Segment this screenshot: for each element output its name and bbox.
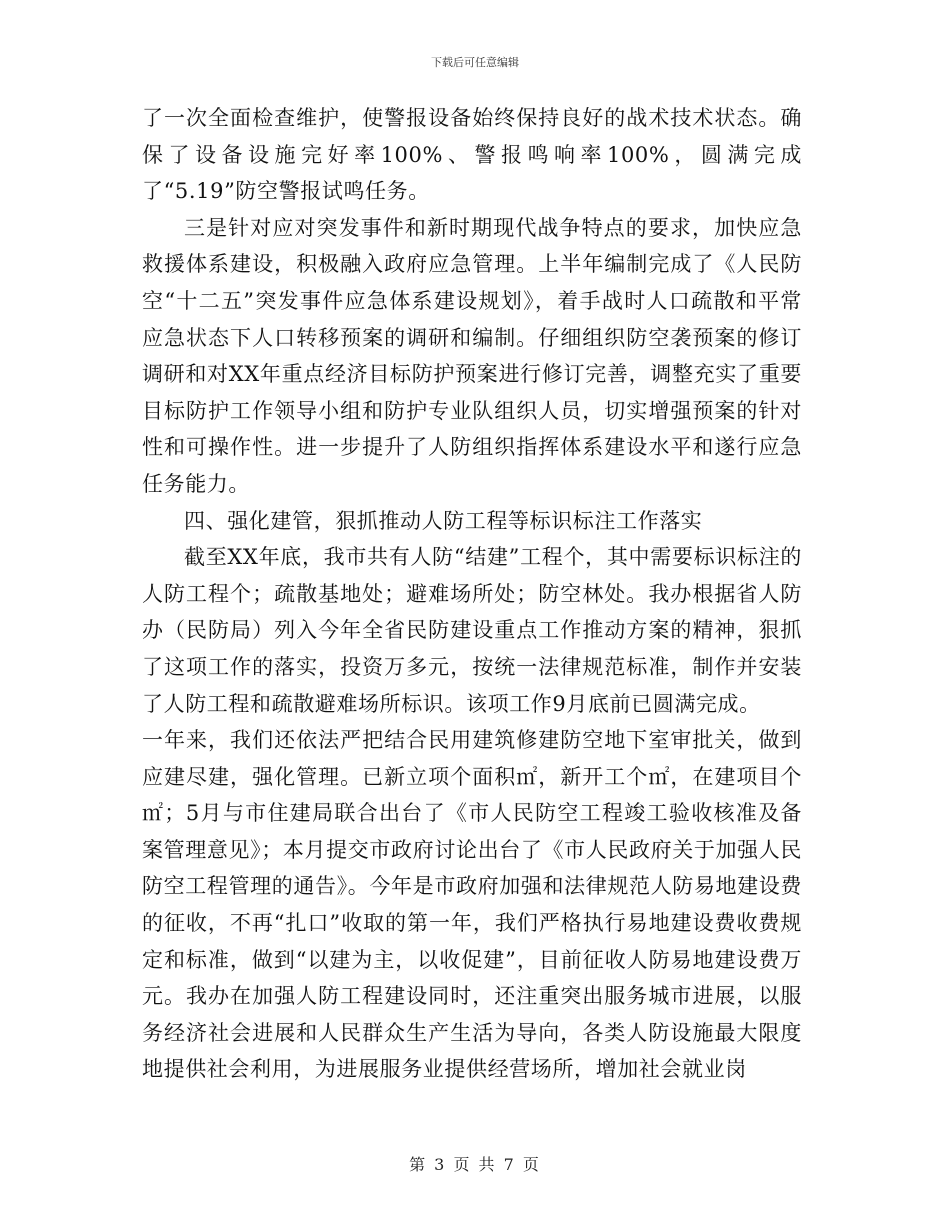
paragraph-1: 了一次全面检查维护，使警报设备始终保持良好的战术技术状态。确保了设备设施完好率100%、警报鸣响率100%，圆满完成了“5.19”防空警报试鸣任务。 [142, 106, 802, 204]
section-heading: 四、强化建管，狠抓推动人防工程等标识标注工作落实 [184, 508, 703, 533]
page-number: 第 3 页 共 7 页 [409, 1155, 541, 1174]
paragraph-2: 三是针对应对突发事件和新时期现代战争特点的要求，加快应急救援体系建设，积极融入政府应急管理。上半年编制完成了《人民防空“十二五”突发事件应急体系建设规划》，着手战时人口疏散和平常应急状态下人口转移预案的调研和编制。仔细组织防空袭预案的修订调研和对XX年重点经济目标防护预案进行修订完善，调整充实了重要目标防护工作领导小组和防护专业队组织人员，切实增强预案的针对性和可操作性。进一步提升了人防组织指挥体系建设水平和遂行应急任务能力。 [142, 215, 802, 496]
paragraph-4: 一年来，我们还依法严把结合民用建筑修建防空地下室审批关，做到应建尽建，强化管理。已新立项个面积㎡，新开工个㎡，在建项目个㎡；5月与市住建局联合出台了《市人民防空工程竣工验收核准及备案管理意见》；本月提交市政府讨论出台了《市人民政府关于加强人民防空工程管理的通告》。今年是市政府加强和法律规范人防易地建设费的征收，不再“扎口”收取的第一年，我们严格执行易地建设费收费规定和标准，做到“以建为主，以收促建”，目前征收人防易地建设费万元。我办在加强人防工程建设同时，还注重突出服务城市进展，以服务经济社会进展和人民群众生产生活为导向，各类人防设施最大限度地提供社会利用，为进展服务业提供经营场所，增加社会就业岗 [142, 728, 802, 1082]
paragraph-3: 截至XX年底，我市共有人防“结建”工程个，其中需要标识标注的人防工程个；疏散基地处；避难场所处；防空林处。我办根据省人防办（民防局）列入今年全省民防建设重点工作推动方案的精神，狠抓了这项工作的落实，投资万多元，按统一法律规范标准，制作并安装了人防工程和疏散避难场所标识。该项工作9月底前已圆满完成。 [142, 545, 802, 716]
page-header-note: 下载后可任意编辑 [431, 56, 519, 69]
document-body [142, 100, 802, 1088]
